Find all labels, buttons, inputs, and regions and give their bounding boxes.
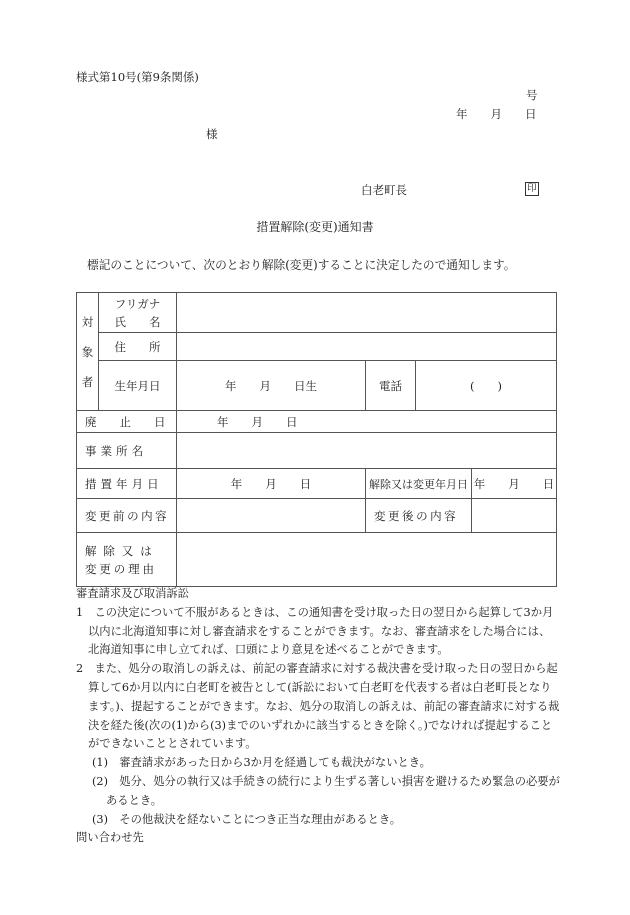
reason-label: 解除又は 変更の理由 [77,533,177,587]
addressee-suffix: 様 [206,127,218,141]
change-date-label: 解除又は変更年月日 [366,469,472,499]
note-sub-2: (2) 処分、処分の執行又は手続きの続行により生ずる著しい損害を避けるため緊急の必要があるとき。 [92,774,560,807]
before-content-field[interactable] [177,499,366,533]
note-item-1: 1 この決定について不服があるときは、この通知書を受け取った日の翌日から起算して3か月以内に北海道知事に対し審査請求をすることができます。なお、審査請求をした場合には、北海道知事に申し立てれば、口頭により意見を述べることができます。 [76,605,554,657]
table-row [77,499,557,533]
notes-heading: 審査請求及び取消訴訟 [76,587,189,600]
seal-icon: 印 [525,182,539,196]
measure-date-label: 措置年月日 [77,469,177,499]
table-row [77,533,557,587]
name-field[interactable] [177,293,557,333]
contact-label: 問い合わせ先 [76,831,144,845]
subject-label: 対 象 者 [77,293,99,411]
issue-date: 年 月 日 [456,107,537,121]
issuer-name: 白老町長 [361,183,407,197]
after-content-label: 変更後の内容 [366,499,472,533]
note-sub-1: (1) 審査請求があった日から3か月を経過しても裁決がないとき。 [92,756,431,770]
note-item-2: 2 また、処分の取消しの訴えは、前記の審査請求に対する裁決書を受け取った日の翌日から起算して6か月以内に白老町を被告として(訴訟において白老町を代表する者は白老町長となります。)、提起することができます。なお、処分の取消しの訴えは、前記の審査請求に対する裁決を経た後(次の(1)から(3)までのいずれかに該当するときを除く。)でなければ提起することができないこととされています。 [76,662,560,751]
phone-label: 電話 [366,361,416,411]
measure-date-field[interactable]: 年 月 日 [177,469,366,499]
page-title: 措置解除(変更)通知書 [256,220,374,234]
table-row [77,411,557,433]
note-sub-3: (3) その他裁決を経ないことにつき正当な理由があるとき。 [92,812,402,826]
abolished-date-field[interactable]: 年 月 日 [177,411,557,433]
birthdate-field[interactable]: 年 月 日生 [177,361,366,411]
address-label: 住 所 [99,333,177,361]
change-date-field[interactable]: 年 月 日 [472,469,557,499]
table-row [77,433,557,469]
form-number: 様式第10号(第9条関係) [76,70,199,84]
address-field[interactable] [177,333,557,361]
before-content-label: 変更前の内容 [77,499,177,533]
document-number-label: 号 [526,88,538,102]
phone-field[interactable]: ( ) [416,361,557,411]
table-row [77,361,557,411]
intro-text: 標記のことについて、次のとおり解除(変更)することに決定したので通知します。 [87,258,516,272]
abolished-date-label: 廃 止 日 [77,411,177,433]
notes-section [76,585,560,848]
seal-mark [525,180,539,196]
name-label: フリガナ 氏 名 [99,293,177,333]
office-name-label: 事業所名 [77,433,177,469]
after-content-field[interactable] [472,499,557,533]
table-row [77,469,557,499]
office-name-field[interactable] [177,433,557,469]
table-row [77,333,557,361]
table-row [77,293,557,333]
reason-field[interactable] [177,533,557,587]
birthdate-label: 生年月日 [99,361,177,411]
notice-table [76,292,557,587]
